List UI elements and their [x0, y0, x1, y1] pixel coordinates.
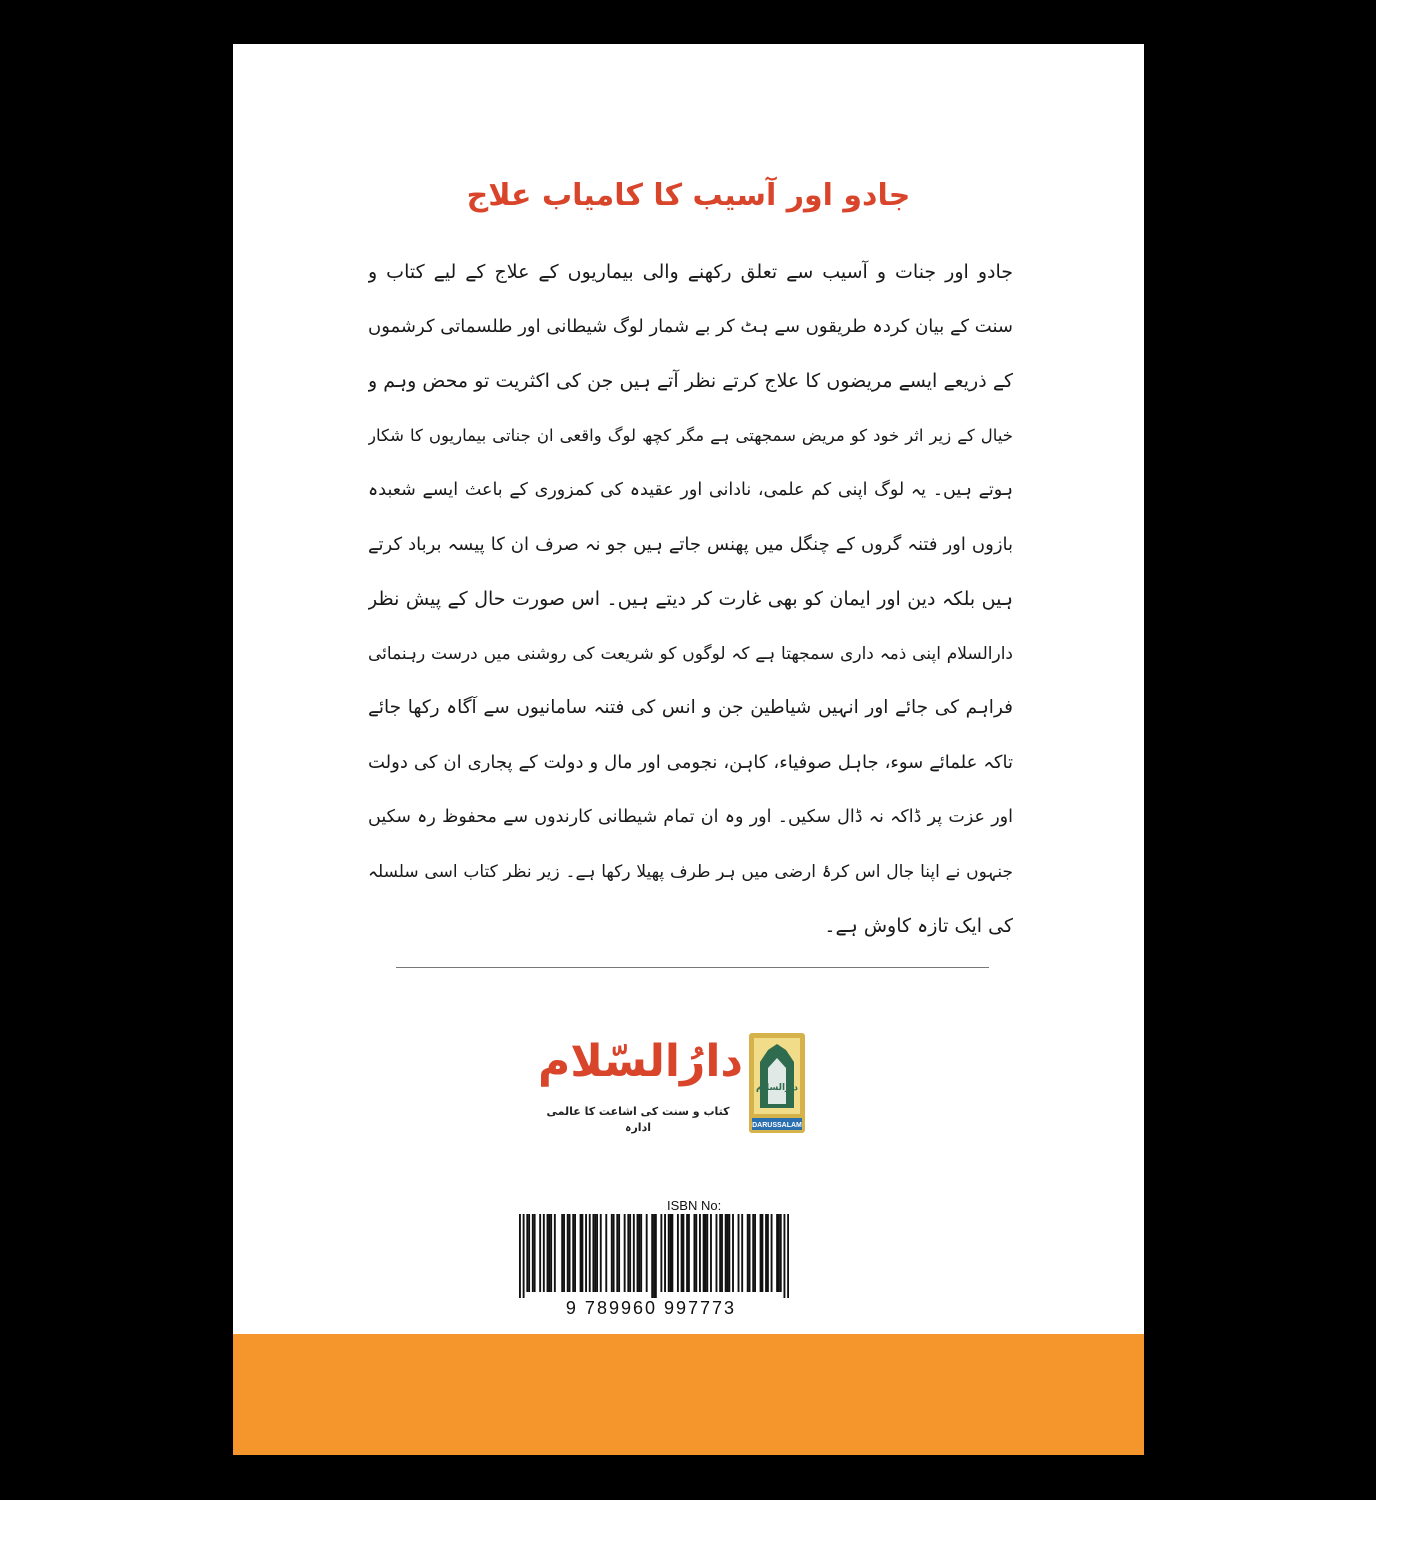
barcode-bar	[589, 1214, 591, 1292]
barcode-bar	[646, 1214, 648, 1292]
barcode-bar	[695, 1214, 697, 1292]
barcode-bar	[638, 1214, 640, 1292]
barcode-bar	[664, 1214, 666, 1292]
barcode-bar	[611, 1214, 613, 1292]
barcode-bar	[710, 1214, 712, 1292]
barcode-bar	[561, 1214, 563, 1292]
barcode-bar	[754, 1214, 756, 1292]
barcode-bar	[616, 1214, 618, 1292]
barcode-bar	[633, 1214, 635, 1292]
barcode-bar	[721, 1214, 723, 1292]
barcode-bar	[681, 1214, 683, 1292]
barcode-bar	[567, 1214, 569, 1292]
barcode-bar	[767, 1214, 769, 1292]
barcode-bar	[725, 1214, 727, 1292]
barcode-bar	[738, 1214, 740, 1292]
barcode-bar	[624, 1214, 626, 1292]
blurb-line: سنت کے بیان کردہ طریقوں سے ہٹ کر بے شمار لوگ شیطانی اور طلسماتی کرشموں	[368, 315, 1013, 337]
barcode-bar	[519, 1214, 521, 1298]
orange-footer-band	[233, 1334, 1144, 1455]
barcode-bar	[732, 1214, 734, 1292]
barcode-bar	[534, 1214, 536, 1292]
barcode-bar	[532, 1214, 534, 1292]
isbn-barcode-block	[511, 1197, 791, 1327]
barcode-bar	[569, 1214, 571, 1292]
publisher-tagline: کتاب و سنت کی اشاعت کا عالمی ادارہ	[546, 1105, 730, 1134]
barcode-bar	[668, 1214, 670, 1292]
blurb-line: فراہم کی جائے اور انہیں شیاطین جن و انس کی فتنہ سامانیوں سے آگاہ رکھا جائے	[368, 697, 1013, 718]
barcode-bar	[761, 1214, 763, 1292]
barcode-bar	[719, 1214, 721, 1292]
book-back-cover	[233, 44, 1144, 1455]
barcode-bar	[778, 1214, 780, 1292]
barcode-bar	[787, 1214, 789, 1298]
barcode-bar	[572, 1214, 574, 1292]
barcode-bar	[526, 1214, 528, 1292]
barcode-bar	[776, 1214, 778, 1292]
blurb-line: تاکہ علمائے سوء، جاہل صوفیاء، کاہن، نجومی اور مال و دولت کے پجاری ان کی دولت	[368, 751, 1013, 773]
divider-rule	[396, 967, 989, 968]
barcode-bar	[594, 1214, 596, 1292]
barcode-bar	[671, 1214, 673, 1292]
barcode-bar	[596, 1214, 598, 1292]
barcode-bar	[693, 1214, 695, 1292]
barcode-bar	[640, 1214, 642, 1292]
barcode-bar	[563, 1214, 565, 1292]
blurb-line: جادو اور جنات و آسیب سے تعلق رکھنے والی بیماریوں کے علاج کے لیے کتاب و	[368, 261, 1013, 283]
barcode-bar	[682, 1214, 684, 1292]
barcode-bar	[716, 1214, 718, 1292]
barcode-bar	[613, 1214, 615, 1292]
barcode-bar	[581, 1214, 583, 1292]
barcode-bar	[760, 1214, 762, 1292]
barcode-bar	[580, 1214, 582, 1292]
barcode-bar	[783, 1214, 785, 1298]
blurb-line: ہوتے ہیں۔ یہ لوگ اپنی کم علمی، نادانی اور عقیدہ کی کمزوری کے باعث ایسے شعبدہ	[368, 480, 1013, 500]
publisher-block	[233, 1024, 1144, 1144]
barcode-bar	[660, 1214, 662, 1292]
isbn-label: ISBN No:	[667, 1198, 722, 1213]
blurb-line: ہیں بلکہ دین اور ایمان کو بھی غارت کر دیتے ہیں۔ اس صورت حال کے پیش نظر	[368, 588, 1013, 610]
barcode-bar	[747, 1214, 749, 1292]
blurb-line: کی ایک تازہ کاوش ہے۔	[824, 915, 1013, 937]
barcode-bar	[703, 1214, 705, 1292]
blurb-line: دارالسلام اپنی ذمہ داری سمجھتا ہے کہ لوگوں کو شریعت کی روشنی میں درست رہنمائی	[368, 643, 1013, 664]
barcode-bar	[728, 1214, 730, 1292]
barcode-bar	[585, 1214, 587, 1292]
blurb-line: جنہوں نے اپنا جال اس کرۂ ارضی میں ہر طرف پھیلا رکھا ہے۔ زیر نظر کتاب اسی سلسلہ	[368, 861, 1013, 882]
barcode-bar	[605, 1214, 607, 1292]
cover-title: جادو اور آسیب کا کامیاب علاج	[466, 178, 911, 213]
barcode-bar	[741, 1214, 743, 1292]
barcode-bar	[618, 1214, 620, 1292]
barcode-bar	[677, 1214, 679, 1292]
barcode-bar	[637, 1214, 639, 1292]
barcode-bar	[727, 1214, 729, 1292]
blurb-line: کے ذریعے ایسے مریضوں کا علاج کرتے نظر آتے ہیں جن کی اکثریت تو محض وہم و	[368, 370, 1013, 392]
logo-caption-text: DARUSSALAM	[752, 1122, 802, 1129]
isbn-digits: 9 789960 997773	[565, 1298, 737, 1318]
barcode-bar	[547, 1214, 549, 1292]
barcode-bar	[539, 1214, 541, 1292]
logo-urdu-text: دارالسلام	[756, 1083, 798, 1093]
barcode-bar	[686, 1214, 688, 1292]
barcode-bar	[629, 1214, 631, 1292]
blurb-line: خیال کے زیر اثر خود کو مریض سمجھتی ہے مگر کچھ لوگ واقعی ان جناتی بیماریوں کا شکار	[368, 425, 1013, 445]
barcode-bar	[543, 1214, 545, 1292]
barcode-bar	[705, 1214, 707, 1292]
barcode-bar	[765, 1214, 767, 1292]
barcode-bar	[528, 1214, 530, 1292]
darussalam-logo-icon	[748, 1032, 806, 1134]
barcode-bar	[548, 1214, 550, 1292]
barcode-bar	[651, 1214, 653, 1298]
barcode-bar	[688, 1214, 690, 1292]
barcode-bar	[592, 1214, 594, 1292]
barcode-bar	[523, 1214, 525, 1298]
blurb-line: بازوں اور فتنہ گروں کے چنگل میں پھنس جاتے ہیں جو نہ صرف ان کا پیسہ برباد کرتے	[368, 533, 1013, 555]
barcode-bar	[574, 1214, 576, 1292]
publisher-name: دارُالسّلام	[537, 1036, 743, 1087]
barcode-bar	[627, 1214, 629, 1292]
barcode-bar	[752, 1214, 754, 1292]
barcode-bar	[749, 1214, 751, 1292]
barcode-bar	[554, 1214, 556, 1292]
barcode-bar	[706, 1214, 708, 1292]
barcode-bar	[655, 1214, 657, 1298]
barcode-bar	[670, 1214, 672, 1292]
barcode-bar	[771, 1214, 773, 1292]
barcode-bar	[600, 1214, 602, 1292]
blurb-line: اور عزت پر ڈاکہ نہ ڈال سکیں۔ اور وہ ان تمام شیطانی کارندوں سے محفوظ رہ سکیں	[368, 807, 1013, 827]
barcode-bar	[653, 1214, 655, 1298]
barcode-bar	[550, 1214, 552, 1292]
barcode-icon	[519, 1214, 789, 1298]
blurb-text	[368, 245, 1013, 945]
barcode-bar	[699, 1214, 701, 1292]
barcode-bar	[780, 1214, 782, 1292]
